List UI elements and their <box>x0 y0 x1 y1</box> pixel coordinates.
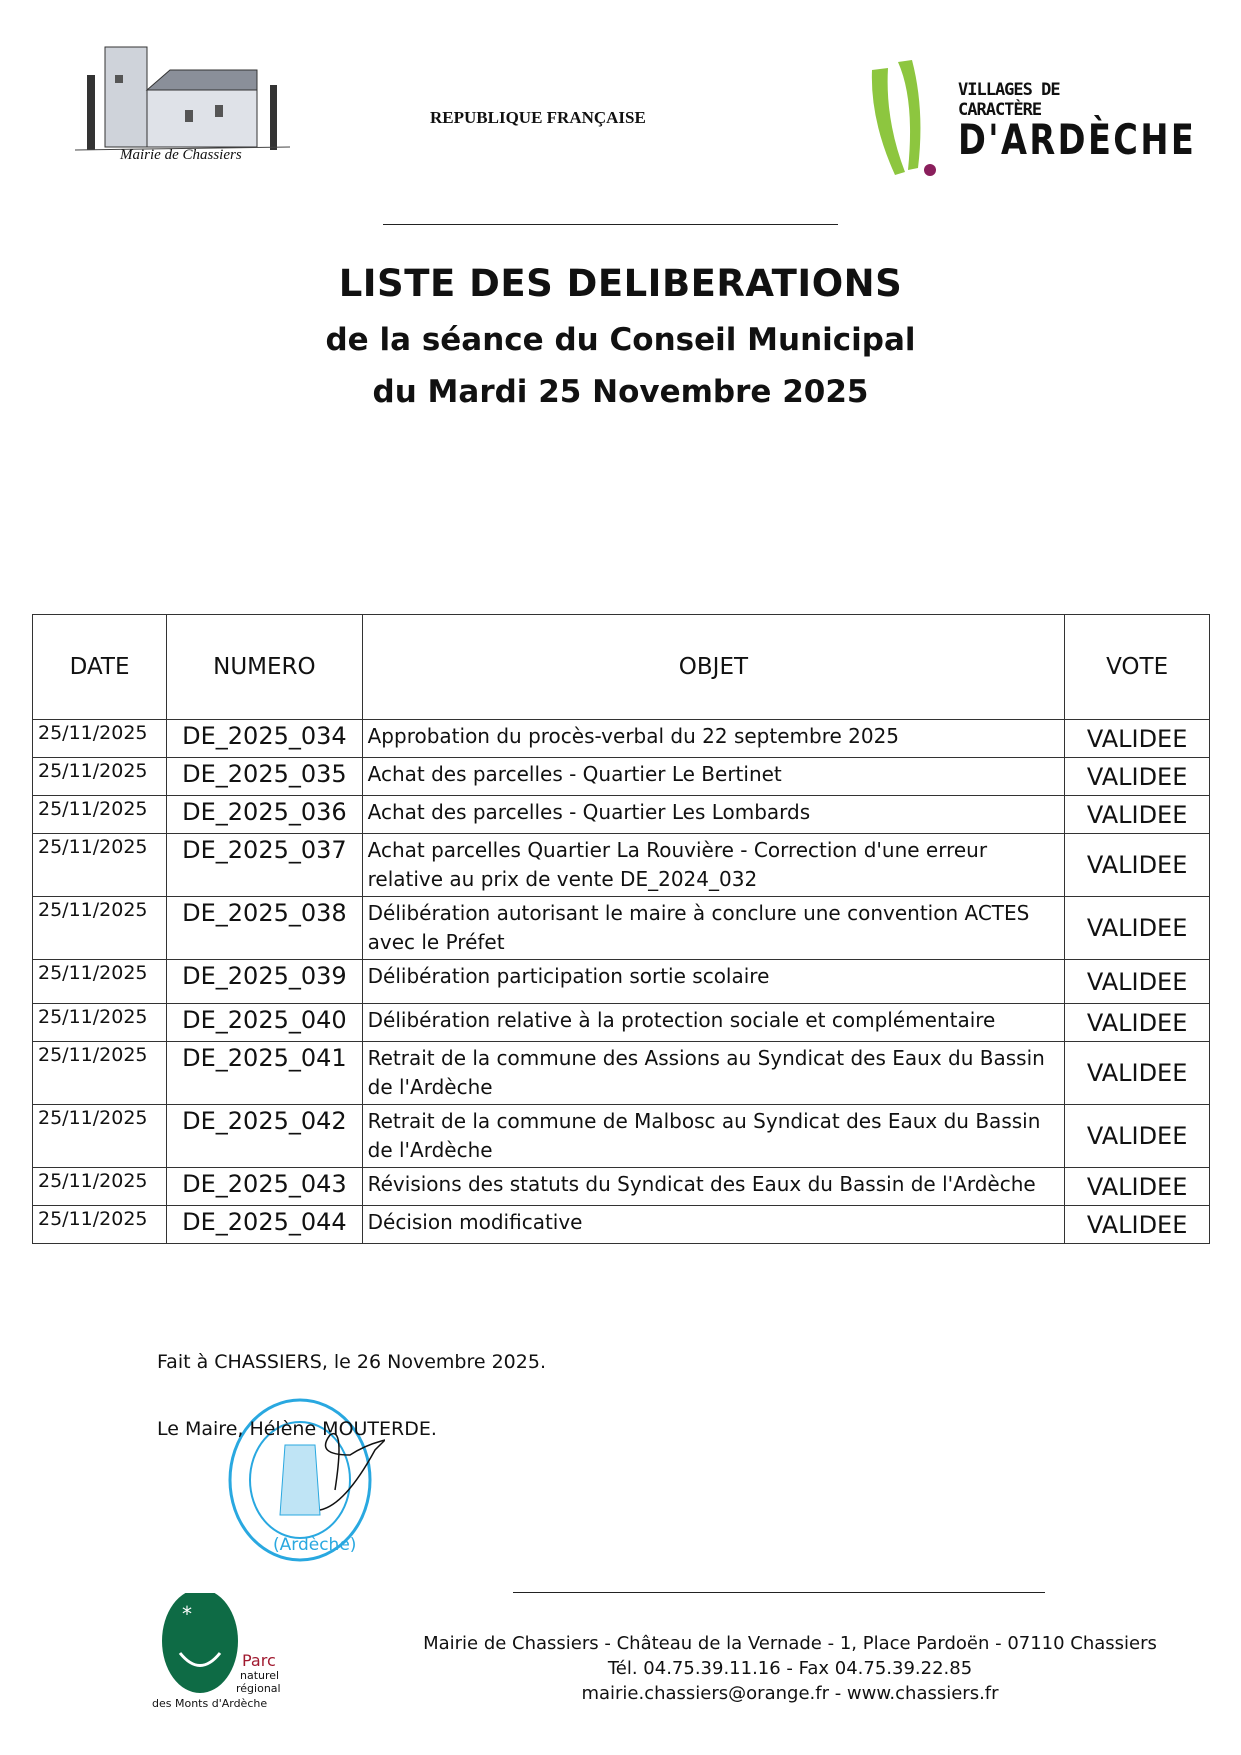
cell-vote: VALIDEE <box>1065 1105 1210 1168</box>
cell-date: 25/11/2025 <box>33 1105 167 1168</box>
cell-date: 25/11/2025 <box>33 834 167 897</box>
parc-line1: Parc <box>242 1651 276 1670</box>
cell-date: 25/11/2025 <box>33 1042 167 1105</box>
parc-monts-ardeche-logo <box>152 1585 290 1715</box>
parc-line4: des Monts d'Ardèche <box>152 1697 268 1710</box>
page-subtitle: de la séance du Conseil Municipal <box>325 322 916 358</box>
cell-vote: VALIDEE <box>1065 758 1210 796</box>
parc-line3: régional <box>236 1682 281 1695</box>
cell-objet: Achat parcelles Quartier La Rouvière - Correction d'une erreur relative au prix de vente DE_2024_032 <box>362 834 1065 897</box>
cell-numero: DE_2025_035 <box>167 758 362 796</box>
cell-date: 25/11/2025 <box>33 897 167 960</box>
cell-vote: VALIDEE <box>1065 720 1210 758</box>
cell-vote: VALIDEE <box>1065 897 1210 960</box>
republique-francaise: REPUBLIQUE FRANÇAISE <box>430 108 646 127</box>
cell-numero: DE_2025_034 <box>167 720 362 758</box>
table-row <box>33 960 1210 1004</box>
cell-date: 25/11/2025 <box>33 1206 167 1244</box>
col-date: DATE <box>33 615 167 720</box>
meeting-date: du Mardi 25 Novembre 2025 <box>372 374 869 410</box>
cell-objet: Achat des parcelles - Quartier Les Lombards <box>362 796 1065 834</box>
cell-numero: DE_2025_040 <box>167 1004 362 1042</box>
table-row <box>33 796 1210 834</box>
divider <box>383 224 838 225</box>
cell-numero: DE_2025_042 <box>167 1105 362 1168</box>
cell-vote: VALIDEE <box>1065 834 1210 897</box>
cell-vote: VALIDEE <box>1065 1042 1210 1105</box>
cell-objet: Décision modificative <box>362 1206 1065 1244</box>
cell-vote: VALIDEE <box>1065 796 1210 834</box>
cell-objet: Délibération participation sortie scolaire <box>362 960 1065 1004</box>
fait-a: Fait à CHASSIERS, le 26 Novembre 2025. <box>157 1351 546 1373</box>
cell-date: 25/11/2025 <box>33 796 167 834</box>
table-row <box>33 834 1210 897</box>
cell-numero: DE_2025_036 <box>167 796 362 834</box>
logo-caption: Mairie de Chassiers <box>120 147 242 163</box>
table-row <box>33 1042 1210 1105</box>
cell-numero: DE_2025_041 <box>167 1042 362 1105</box>
logo-line1: VILLAGES DE CARACTÈRE <box>958 80 1060 120</box>
cell-objet: Délibération autorisant le maire à conclure une convention ACTES avec le Préfet <box>362 897 1065 960</box>
svg-text:*: * <box>182 1602 192 1626</box>
page-title: LISTE DES DELIBERATIONS <box>338 262 903 305</box>
table-row <box>33 897 1210 960</box>
cell-numero: DE_2025_037 <box>167 834 362 897</box>
cell-vote: VALIDEE <box>1065 1168 1210 1206</box>
cell-numero: DE_2025_039 <box>167 960 362 1004</box>
mairie-chassiers-logo <box>75 35 295 185</box>
cell-numero: DE_2025_038 <box>167 897 362 960</box>
logo-line2: D'ARDÈCHE <box>958 115 1197 164</box>
col-objet: OBJET <box>362 615 1065 720</box>
table-row <box>33 1206 1210 1244</box>
villages-de-caractere-logo <box>870 60 1197 190</box>
footer-address: Mairie de Chassiers - Château de la Vernade - 1, Place Pardoën - 07110 Chassiers <box>423 1633 1157 1654</box>
cell-objet: Révisions des statuts du Syndicat des Eaux du Bassin de l'Ardèche <box>362 1168 1065 1206</box>
table-row <box>33 1004 1210 1042</box>
cell-numero: DE_2025_044 <box>167 1206 362 1244</box>
table-row <box>33 1105 1210 1168</box>
cell-objet: Délibération relative à la protection sociale et complémentaire <box>362 1004 1065 1042</box>
cell-date: 25/11/2025 <box>33 1168 167 1206</box>
cell-date: 25/11/2025 <box>33 960 167 1004</box>
cell-vote: VALIDEE <box>1065 1004 1210 1042</box>
table-row <box>33 1168 1210 1206</box>
cell-vote: VALIDEE <box>1065 960 1210 1004</box>
table-header-row <box>33 615 1210 720</box>
table-row <box>33 758 1210 796</box>
cell-numero: DE_2025_043 <box>167 1168 362 1206</box>
maire-signature-line: Le Maire, Hélène MOUTERDE. <box>157 1418 437 1440</box>
cell-date: 25/11/2025 <box>33 720 167 758</box>
svg-text:(Ardèche): (Ardèche) <box>273 1535 357 1555</box>
cell-date: 25/11/2025 <box>33 758 167 796</box>
table-row <box>33 720 1210 758</box>
footer-phone: Tél. 04.75.39.11.16 - Fax 04.75.39.22.85 <box>607 1658 973 1679</box>
cell-objet: Approbation du procès-verbal du 22 septembre 2025 <box>362 720 1065 758</box>
cell-vote: VALIDEE <box>1065 1206 1210 1244</box>
col-vote: VOTE <box>1065 615 1210 720</box>
deliberations-table <box>32 614 1210 1244</box>
col-numero: NUMERO <box>167 615 362 720</box>
cell-objet: Achat des parcelles - Quartier Le Bertinet <box>362 758 1065 796</box>
footer-contact: mairie.chassiers@orange.fr - www.chassiers.fr <box>581 1683 999 1704</box>
parc-line2: naturel <box>240 1669 280 1682</box>
cell-date: 25/11/2025 <box>33 1004 167 1042</box>
cell-objet: Retrait de la commune des Assions au Syndicat des Eaux du Bassin de l'Ardèche <box>362 1042 1065 1105</box>
cell-objet: Retrait de la commune de Malbosc au Syndicat des Eaux du Bassin de l'Ardèche <box>362 1105 1065 1168</box>
divider <box>513 1592 1045 1593</box>
